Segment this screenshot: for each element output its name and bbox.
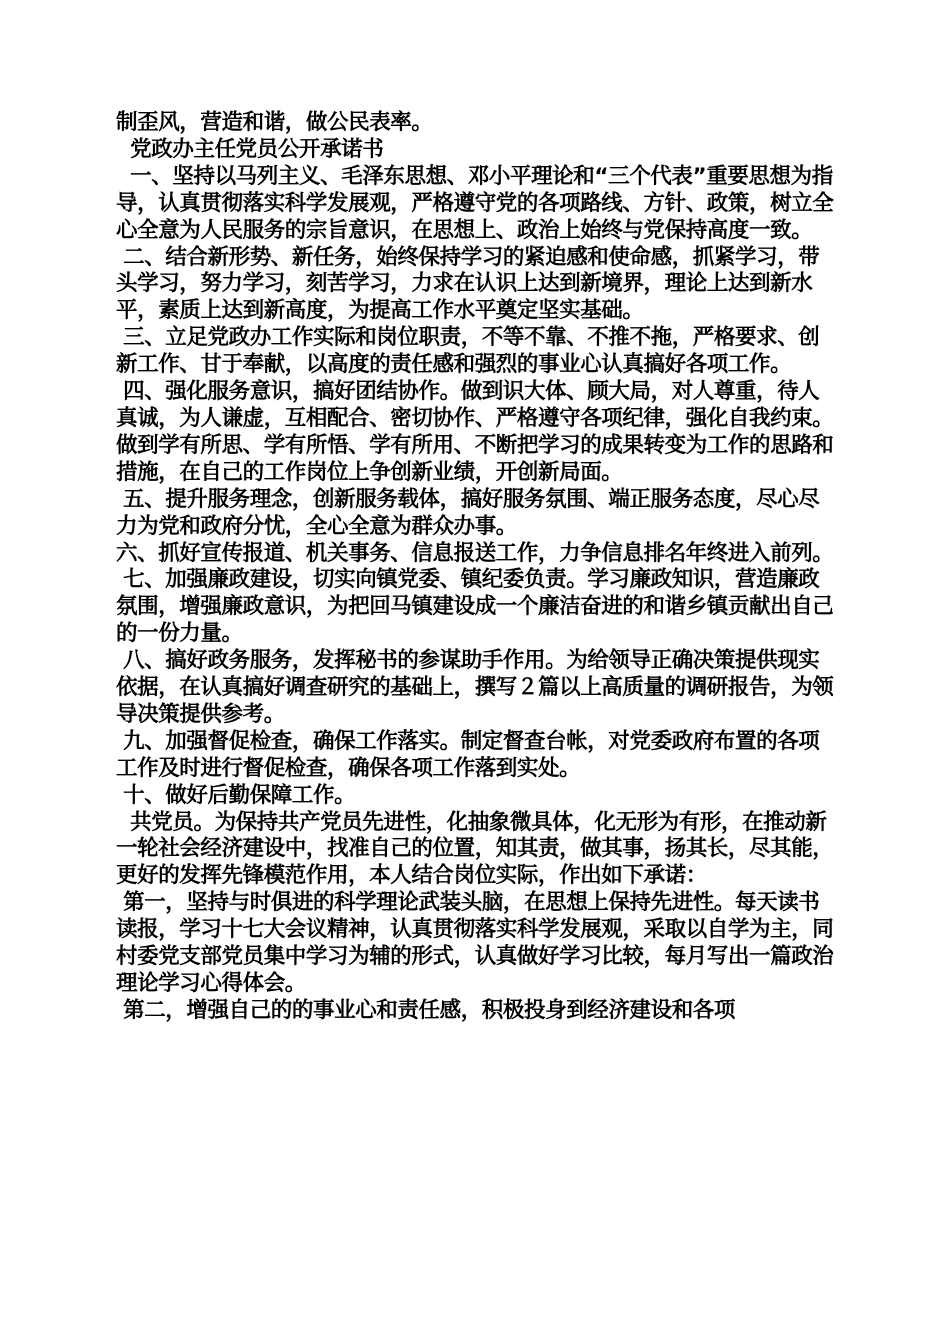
paragraph-member-intro: 共党员。为保持共产党员先进性，化抽象微具体，化无形为有形，在推动新一轮社会经济建设中，找准自己的位置，知其责，做其事，扬其长，尽其能，更好的发挥先锋模范作用，本人结合岗位实际，作出如下承诺： — [116, 809, 834, 889]
paragraph-item-8: 八、搞好政务服务，发挥秘书的参谋助手作用。为给领导正确决策提供现实依据，在认真搞好调查研究的基础上，撰写２篇以上高质量的调研报告，为领导决策提供参考。 — [116, 648, 834, 727]
paragraph-second-pledge: 第二，增强自己的的事业心和责任感，积极投身到经济建设和各项 — [116, 997, 735, 1023]
paragraph-item-4: 四、强化服务意识，搞好团结协作。做到识大体、顾大局，对人尊重，待人真诚，为人谦虚，互相配合、密切协作、严格遵守各项纪律，强化自我约束。做到学有所思、学有所悟、学有所用、不断把学习的成果转变为工作的思路和措施，在自己的工作岗位上争创新业绩，开创新局面。 — [116, 379, 834, 485]
paragraph-first-pledge: 第一，坚持与时俱进的科学理论武装头脑，在思想上保持先进性。每天读书读报，学习十七大会议精神，认真贯彻落实科学发展观，采取以自学为主，同村委党支部党员集中学习为辅的形式，认真做好学习比较，每月写出一篇政治理论学习心得体会。 — [116, 890, 834, 996]
paragraph-1: 制歪风，营造和谐，做公民表率。 — [116, 110, 433, 135]
paragraph-item-5: 五、提升服务理念，创新服务载体，搞好服务氛围、端正服务态度，尽心尽力为党和政府分忧，全心全意为群众办事。 — [116, 486, 820, 539]
paragraph-item-9: 九、加强督促检查，确保工作落实。制定督查台帐，对党委政府布置的各项工作及时进行督促检查，确保各项工作落到实处。 — [116, 728, 820, 781]
paragraph-item-6: 六、抓好宣传报道、机关事务、信息报送工作，力争信息排名年终进入前列。 — [116, 540, 834, 566]
document-title: 党政办主任党员公开承诺书 — [116, 136, 384, 162]
paragraph-item-10: 十、做好后勤保障工作。 — [116, 782, 356, 808]
document-body — [116, 110, 840, 1025]
paragraph-item-1: 一、坚持以马列主义、毛泽东思想、邓小平理论和“三个代表”重要思想为指导，认真贯彻落实科学发展观，严格遵守党的各项路线、方针、政策，树立全心全意为人民服务的宗旨意识，在思想上、政治上始终与党保持高度一致。 — [116, 163, 834, 243]
paragraph-item-7: 七、加强廉政建设，切实向镇党委、镇纪委负责。学习廉政知识，营造廉政氛围，增强廉政意识，为把回马镇建设成一个廉洁奋进的和谐乡镇贡献出自己的一份力量。 — [116, 567, 834, 647]
paragraph-item-3: 三、立足党政办工作实际和岗位职责，不等不靠、不推不拖，严格要求、创新工作、甘于奉献，以高度的责任感和强烈的事业心认真搞好各项工作。 — [116, 325, 820, 378]
paragraph-item-2: 二、结合新形势、新任务，始终保持学习的紧迫感和使命感，抓紧学习，带头学习，努力学习，刻苦学习，力求在认识上达到新境界，理论上达到新水平，素质上达到新高度，为提高工作水平奠定坚实基础。 — [116, 244, 820, 324]
